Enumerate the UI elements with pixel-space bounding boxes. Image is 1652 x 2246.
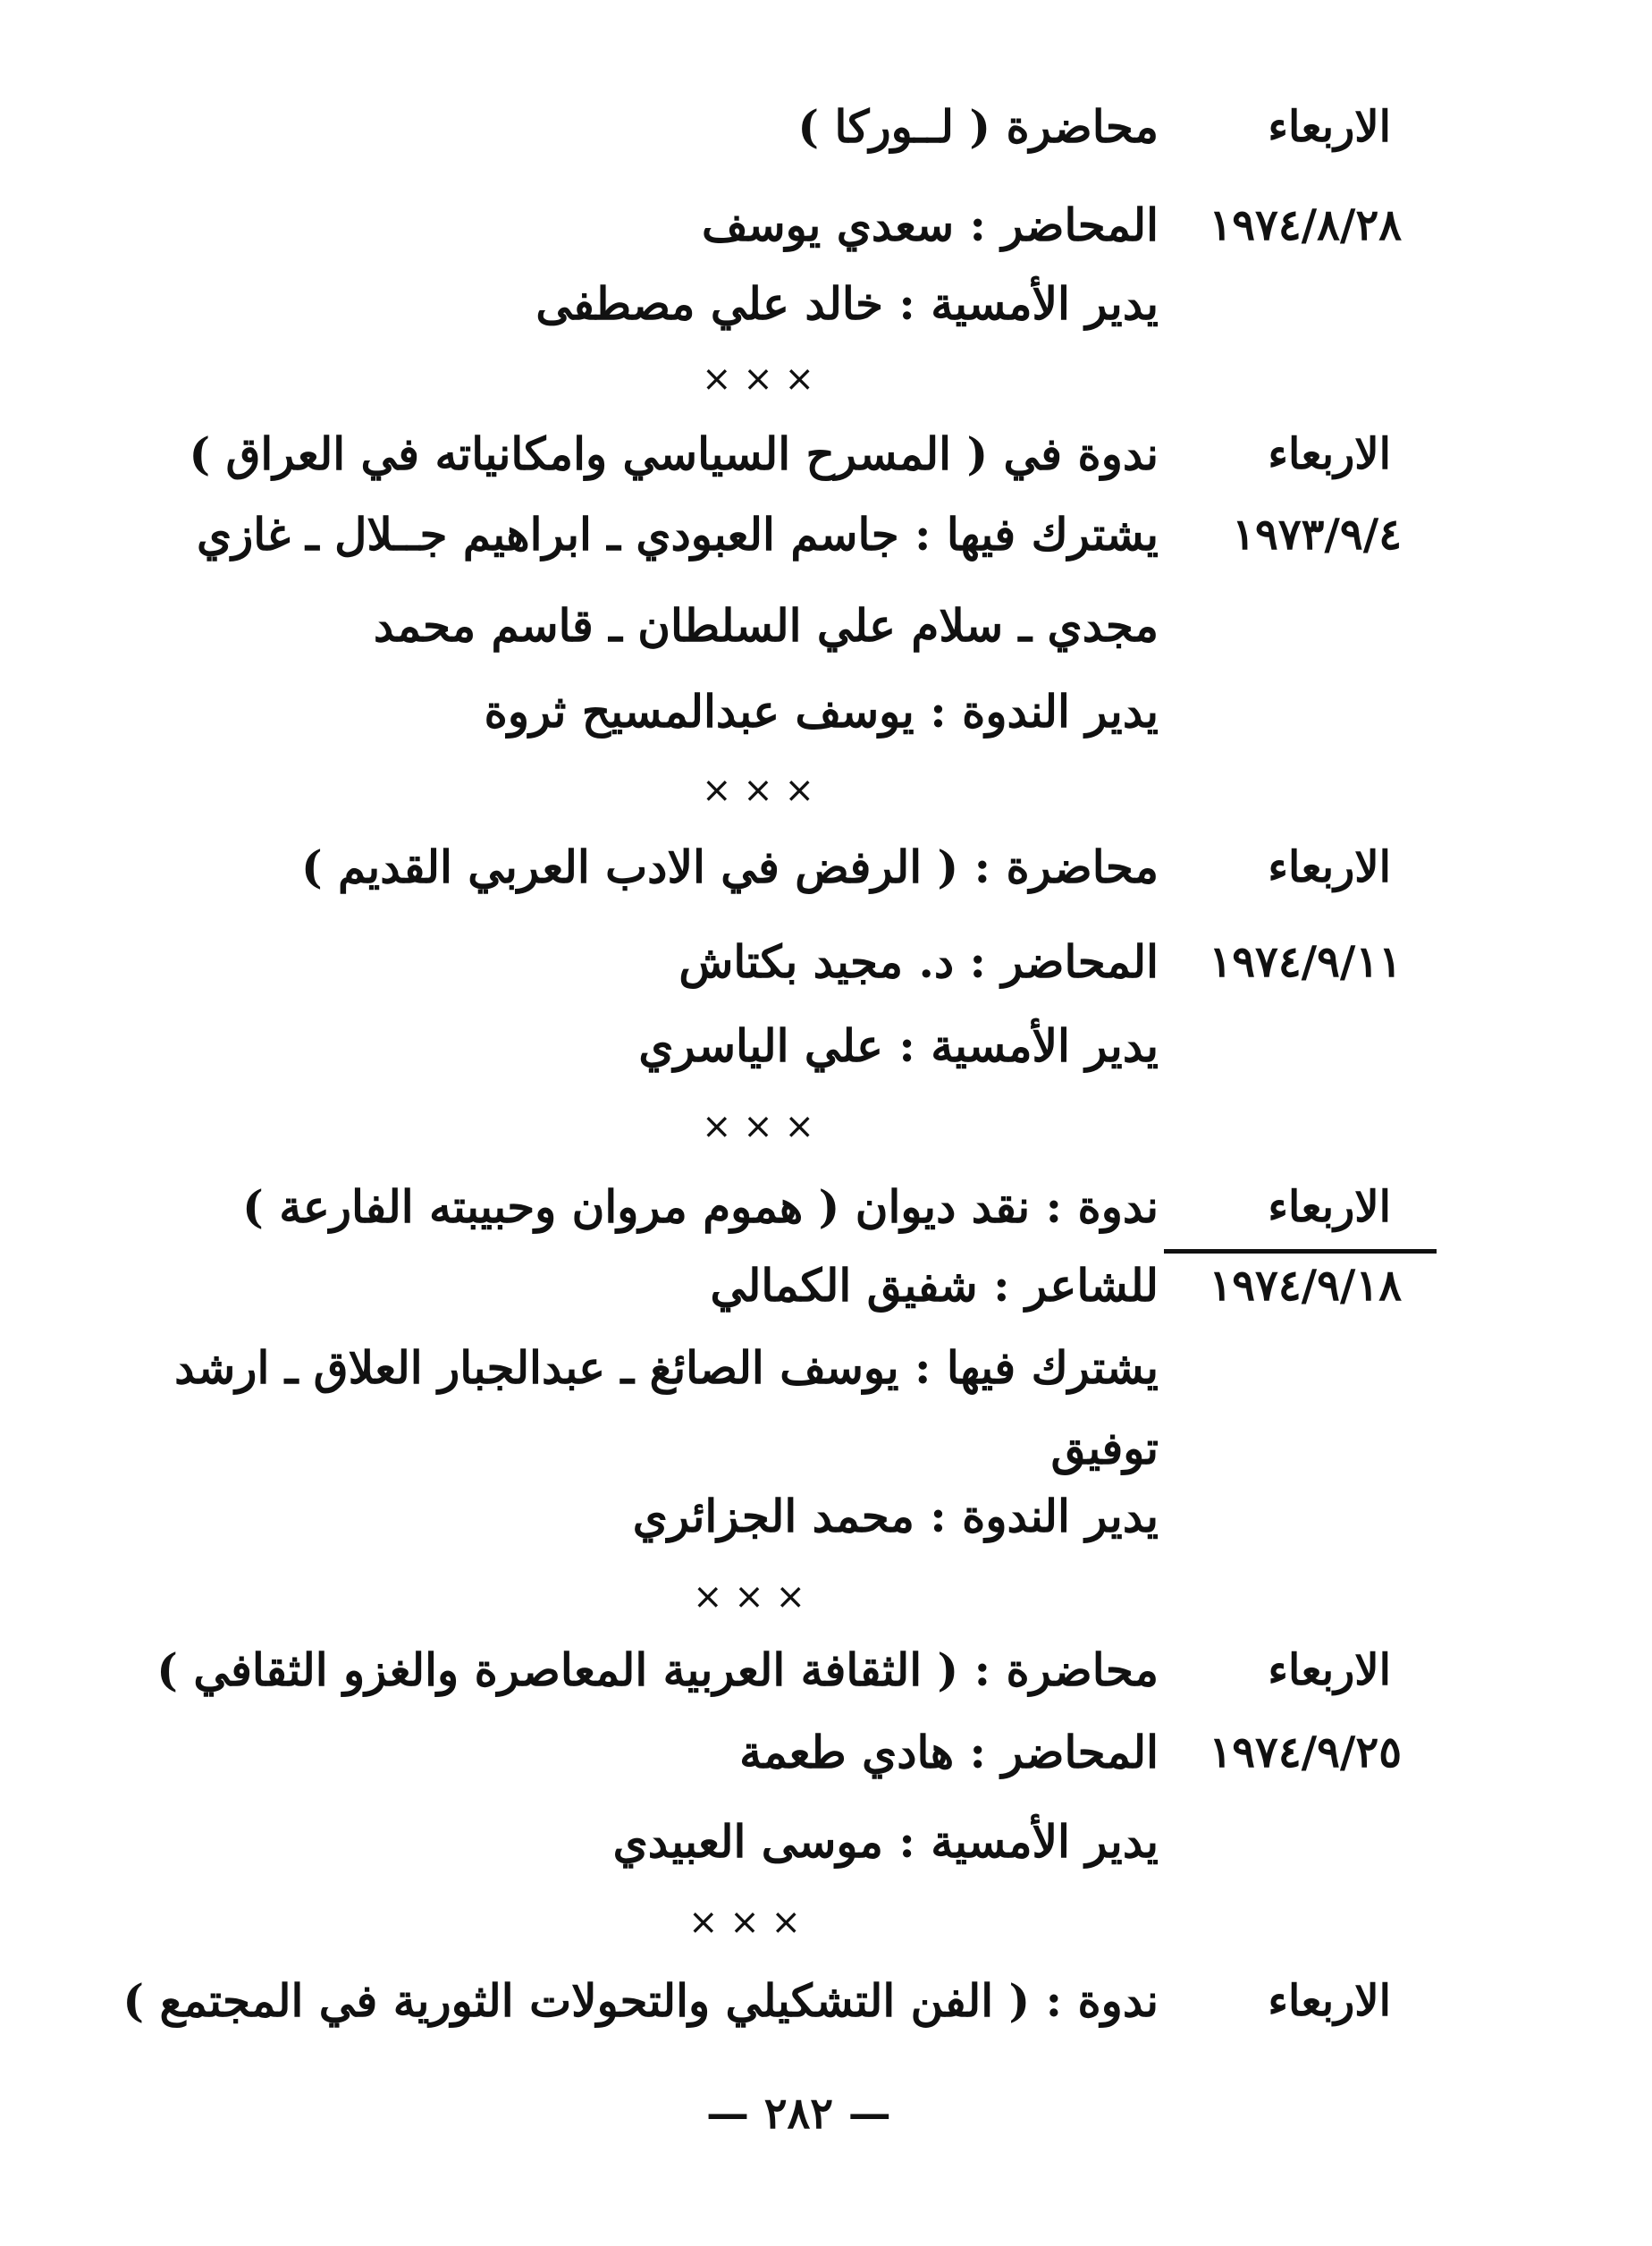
entry-line: يشترك فيها : جاسم العبودي ـ ابراهيم جــلال ـ غازي (196, 508, 1159, 561)
entry-line: يشترك فيها : يوسف الصائغ ـ عبدالجبار العلاق ـ ارشد (174, 1341, 1159, 1394)
entry-line: المحاضر : سعدي يوسف (701, 198, 1159, 251)
page-number: — ٢٨٢ — (706, 2089, 891, 2139)
entry-separator: × × × (702, 770, 814, 811)
entry-day: الاربعاء (1268, 842, 1391, 892)
entry-day: الاربعاء (1268, 429, 1391, 479)
entry-line: محاضرة : ( الرفض في الادب العربي القديم ) (300, 840, 1159, 893)
entry-separator: × × × (693, 1576, 805, 1617)
entry-line: يدير الأمسية : موسى العبيدي (612, 1815, 1159, 1868)
entry-line: توفيق (1050, 1422, 1159, 1474)
entry-line: محاضرة ( لــوركا ) (797, 100, 1159, 153)
entry-date: ١٩٧٤/٨/٢٨ (1209, 200, 1402, 250)
entry-line: ندوة في ( المسرح السياسي وامكانياته في العراق ) (189, 427, 1159, 480)
entry-date: ١٩٧٤/٩/١٨ (1209, 1261, 1402, 1311)
entry-line: يدير الندوة : محمد الجزائري (632, 1490, 1159, 1542)
entry-line: ندوة : ( الفن التشكيلي والتحولات الثورية في المجتمع ) (122, 1974, 1159, 2027)
entry-line: يدير الندوة : يوسف عبدالمسيح ثروة (484, 685, 1159, 738)
date-underline (1164, 1249, 1437, 1254)
entry-separator: × × × (702, 359, 814, 400)
entry-day: الاربعاء (1268, 1976, 1391, 2026)
entry-day: الاربعاء (1268, 102, 1391, 152)
entry-line: محاضرة : ( الثقافة العربية المعاصرة والغزو الثقافي ) (156, 1643, 1159, 1696)
entry-date: ١٩٧٤/٩/٢٥ (1209, 1727, 1402, 1777)
entry-line: مجدي ـ سلام علي السلطان ـ قاسم محمد (373, 599, 1159, 652)
entry-line: يدير الأمسية : خالد علي مصطفى (535, 277, 1159, 330)
entry-line: المحاضر : هادي طعمة (739, 1726, 1159, 1778)
entry-line: ندوة : نقد ديوان ( هموم مروان وحبيبته الفارعة ) (242, 1180, 1159, 1233)
entry-day: الاربعاء (1268, 1645, 1391, 1695)
entry-separator: × × × (702, 1106, 814, 1147)
entry-day: الاربعاء (1268, 1182, 1391, 1232)
entry-line: يدير الأمسية : علي الياسري (638, 1019, 1159, 1072)
entry-line: للشاعر : شفيق الكمالي (710, 1259, 1159, 1312)
entry-date: ١٩٧٣/٩/٤ (1232, 510, 1402, 560)
entry-separator: × × × (688, 1902, 801, 1943)
entry-line: المحاضر : د. مجيد بكتاش (678, 935, 1159, 988)
entry-date: ١٩٧٤/٩/١١ (1209, 937, 1402, 987)
